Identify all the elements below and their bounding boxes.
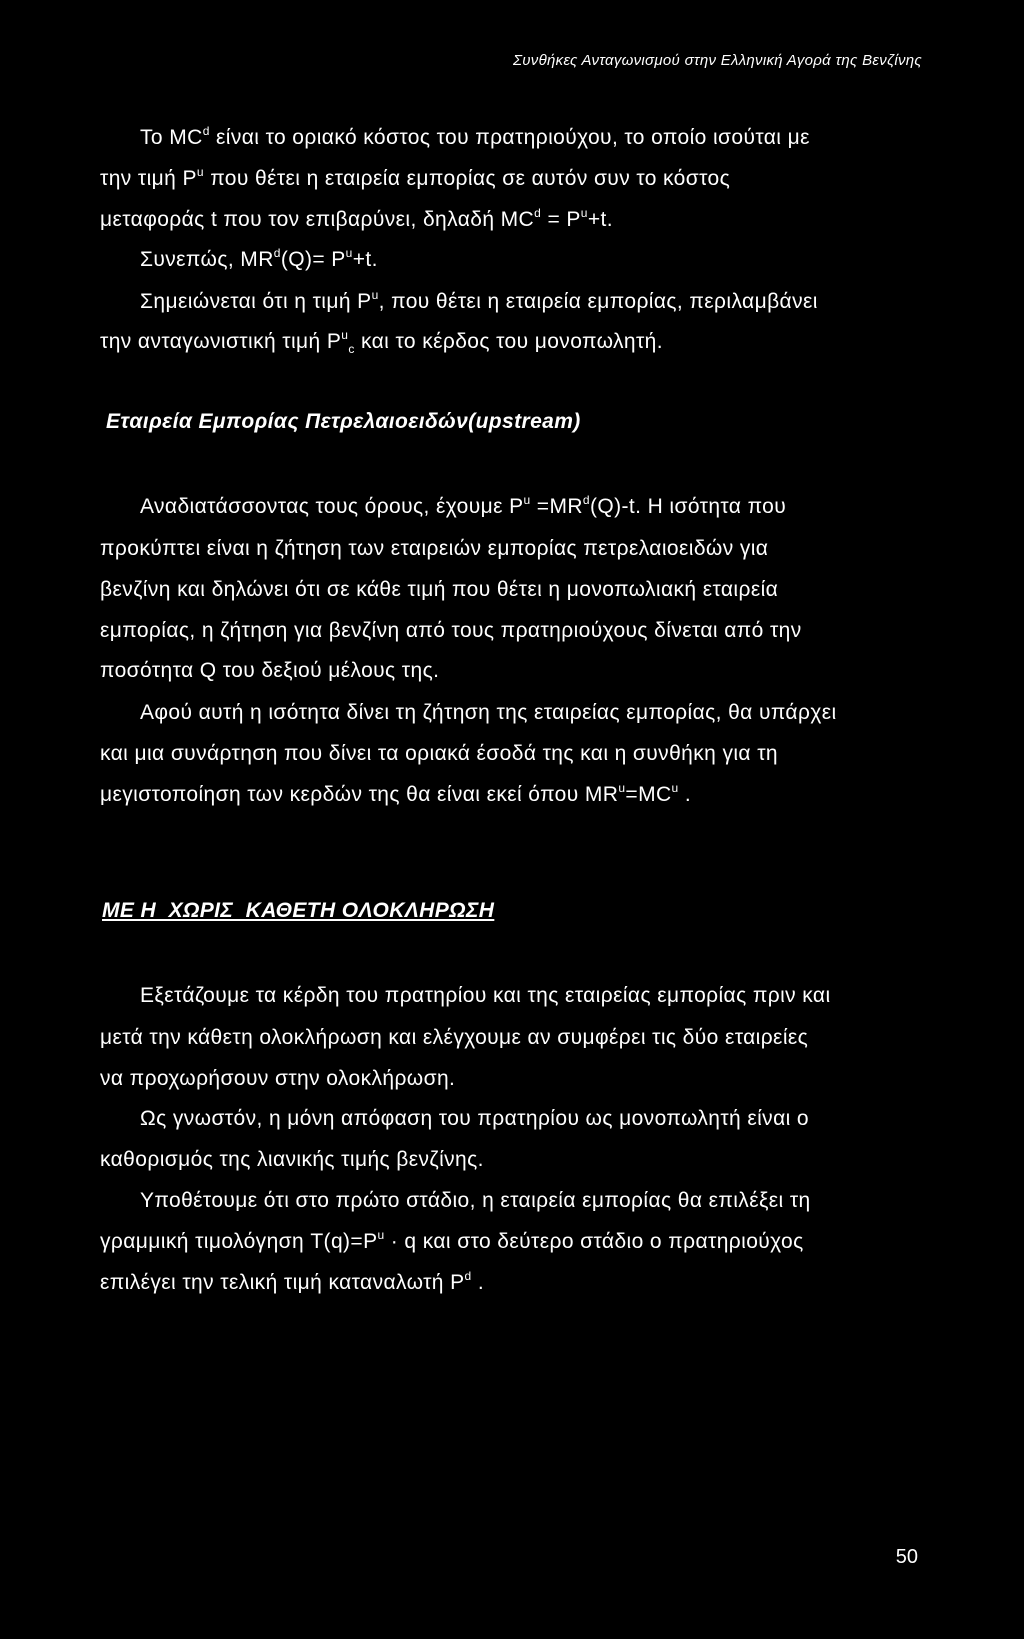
paragraph-line: Εξετάζουμε τα κέρδη του πρατηρίου και της εταιρείας εμπορίας πριν και — [140, 984, 831, 1007]
paragraph-line: Το $MC^d$ είναι το οριακό κόστος του πρατηριούχου, το οποίο ισούται με — [140, 124, 810, 149]
paragraph-line: μεγιστοποίηση των κερδών της θα είναι εκεί όπου $MR^u=MC^u$ . — [100, 781, 692, 806]
paragraph-line: εμπορίας, η ζήτηση για βενζίνη από τους πρατηριούχους δίνεται από την — [100, 619, 802, 642]
paragraph-line: επιλέγει την τελική τιμή καταναλωτή $P^d$ . — [100, 1269, 485, 1294]
paragraph-line: την τιμή $P^u$ που θέτει η εταιρεία εμπορίας σε αυτόν συν το κόστος — [100, 165, 731, 190]
paragraph-line: προκύπτει είναι η ζήτηση των εταιρειών εμπορίας πετρελαιοειδών για — [100, 537, 769, 560]
paragraph-line: και μια συνάρτηση που δίνει τα οριακά έσοδά της και η συνθήκη για τη — [100, 742, 778, 765]
paragraph-line: ποσότητα Q του δεξιού μέλους της. — [100, 659, 440, 682]
paragraph-line: την ανταγωνιστική τιμή $P^u_c$ και το κέρδος του μονοπωλητή. — [100, 328, 663, 356]
paragraph-line: μεταφοράς t που τον επιβαρύνει, δηλαδή $MC^d = P^u+t$. — [100, 206, 613, 231]
paragraph-line: Σημειώνεται ότι η τιμή $P^u$, που θέτει η εταιρεία εμπορίας, περιλαμβάνει — [140, 288, 818, 313]
page-number: 50 — [895, 1546, 918, 1568]
section-heading-underlined: ΜΕ Η ΧΩΡΙΣ ΚΑΘΕΤΗ ΟΛΟΚΛΗΡΩΣΗ — [102, 899, 495, 922]
paragraph-line: καθορισμός της λιανικής τιμής βενζίνης. — [100, 1148, 484, 1171]
paragraph-line: μετά την κάθετη ολοκλήρωση και ελέγχουμε αν συμφέρει τις δύο εταιρείες — [100, 1026, 809, 1049]
paragraph-line: Αφού αυτή η ισότητα δίνει τη ζήτηση της εταιρείας εμπορίας, θα υπάρχει — [140, 701, 837, 724]
paragraph-line: Ως γνωστόν, η μόνη απόφαση του πρατηρίου ως μονοπωλητή είναι ο — [140, 1107, 809, 1130]
running-header: Συνθήκες Ανταγωνισμού στην Ελληνική Αγορά της Βενζίνης — [512, 52, 922, 69]
paragraph-line: Υποθέτουμε ότι στο πρώτο στάδιο, η εταιρεία εμπορίας θα επιλέξει τη — [140, 1189, 811, 1212]
paragraph-line: να προχωρήσουν στην ολοκλήρωση. — [100, 1067, 456, 1090]
section-heading: Εταιρεία Εμπορίας Πετρελαιοειδών(upstream) — [106, 410, 581, 433]
paragraph-line: γραμμική τιμολόγηση $T(q)=P^u \cdot q$ και στο δεύτερο στάδιο ο πρατηριούχος — [100, 1228, 804, 1253]
paragraph-line: Αναδιατάσσοντας τους όρους, έχουμε $P^u =MR^d(Q)-t$. Η ισότητα που — [140, 493, 787, 518]
paragraph-line: Συνεπώς, $MR^d(Q)= P^u+t$. — [140, 246, 378, 271]
paragraph-line: βενζίνη και δηλώνει ότι σε κάθε τιμή που θέτει η μονοπωλιακή εταιρεία — [100, 578, 779, 601]
